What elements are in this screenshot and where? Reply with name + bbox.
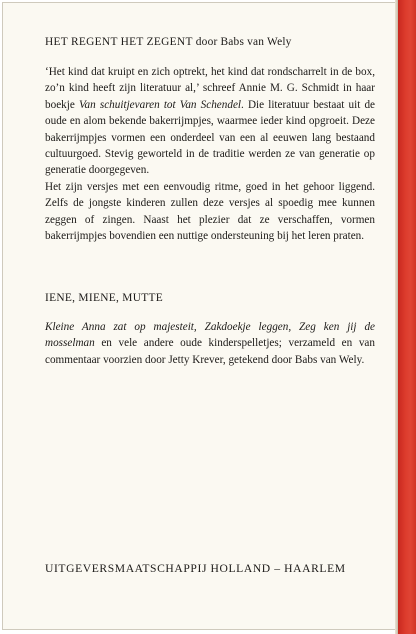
red-spine [398, 0, 416, 634]
section1-heading [45, 34, 375, 50]
paragraph-1-text-start: ‘Het kind dat kruipt en zich optrekt, het kind dat rondscharrelt in de box, zo’n kind heeft zijn literatuur al,’ schreef Annie M. G. Schmidt in haar boekje [45, 66, 375, 111]
publisher-line: UITGEVERSMAATSCHAPPIJ HOLLAND – HAARLEM [45, 562, 346, 575]
section2-description: en vele andere oude kinderspelletjes; verzameld en van commentaar voorzien door Jetty Krever, getekend door Babs van Wely. [45, 337, 375, 366]
section2-title: IENE, MIENE, MUTTE [45, 292, 164, 304]
section1-paragraph-2: Het zijn versjes met een eenvoudig ritme, goed in het gehoor liggend. Zelfs de jongste kinderen zullen deze versjes al spoedig mee kunnen zeggen of zingen. Naast het plezier dat ze verschaffen, vormen bakerrijmpjes bovendien een nuttige ondersteuning bij het leren praten. [45, 180, 375, 243]
book-title-italic: Van schuitjevaren tot Van Schendel [78, 98, 242, 111]
section2-heading [45, 290, 375, 306]
paragraph-1-text-end: . Die literatuur bestaat uit de oude en alom bekende bakerrijmpjes, waarmee ieder kind opgroeit. Deze bakerrijmpjes vormen een onderdeel van een al eeuwen lang bestaand cultuurgoed. Stevig geworteld in de traditie werden ze van generatie op generatie doorgegeven. [45, 98, 375, 177]
game-titles-italic: Kleine Anna zat op majesteit, Zakdoekje leggen, Zeg ken jij de mosselman [45, 321, 375, 350]
section2-paragraph [45, 319, 375, 368]
section1-byline: door Babs van Wely [195, 36, 292, 48]
section1-body [45, 64, 375, 244]
section1-paragraph-1 [45, 64, 375, 179]
section1-title: HET REGENT HET ZEGENT [45, 36, 193, 48]
section2-body [45, 319, 375, 368]
